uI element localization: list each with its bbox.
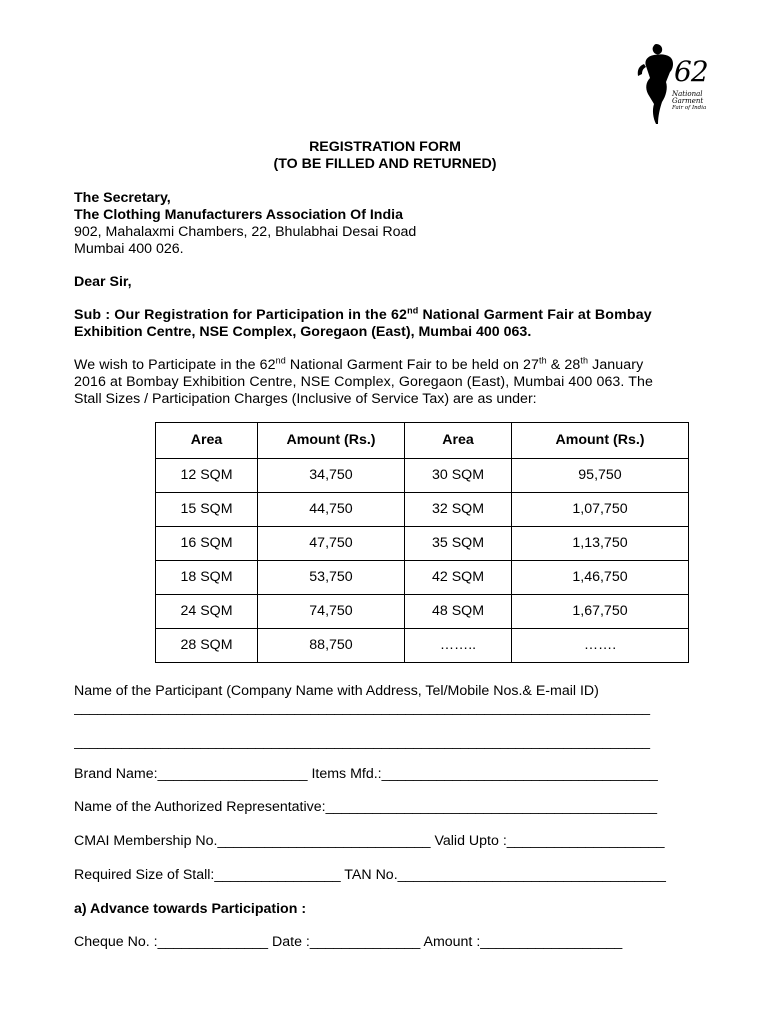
table-cell: 28 SQM (156, 629, 258, 663)
recipient-organization: The Clothing Manufacturers Association Of India (74, 207, 403, 223)
body-paragraph-line-2: 2016 at Bombay Exhibition Centre, NSE Complex, Goregaon (East), Mumbai 400 063. The (74, 374, 653, 390)
logo-line-3: Fair of India (672, 105, 707, 111)
recipient-city: Mumbai 400 026. (74, 241, 184, 257)
table-cell: 42 SQM (405, 561, 512, 595)
table-row (156, 595, 689, 629)
body-paragraph-line-3: Stall Sizes / Participation Charges (Inclusive of Service Tax) are as under: (74, 391, 537, 407)
table-cell: 95,750 (512, 459, 689, 493)
recipient-title: The Secretary, (74, 190, 171, 206)
subject-line: Sub : Our Registration for Participation in the 62nd National Garment Fair at Bombay (74, 305, 652, 323)
table-cell: 74,750 (258, 595, 405, 629)
header-area: Area (405, 423, 512, 459)
brand-items-field[interactable]: Brand Name:___________________ Items Mfd.:___________________________________ (74, 766, 658, 782)
table-cell: 16 SQM (156, 527, 258, 561)
table-cell: 47,750 (258, 527, 405, 561)
table-cell: ……. (512, 629, 689, 663)
authorized-representative-field[interactable]: Name of the Authorized Representative:__________________________________________ (74, 799, 657, 815)
table-cell: 35 SQM (405, 527, 512, 561)
fair-logo (636, 42, 712, 128)
table-cell: 34,750 (258, 459, 405, 493)
header-area: Area (156, 423, 258, 459)
table-row (156, 527, 689, 561)
table-row (156, 459, 689, 493)
cheque-details-field[interactable]: Cheque No. :______________ Date :______________ Amount :__________________ (74, 934, 623, 950)
form-subtitle: (TO BE FILLED AND RETURNED) (273, 156, 497, 172)
table-row (156, 493, 689, 527)
table-cell: 18 SQM (156, 561, 258, 595)
form-title: REGISTRATION FORM (309, 139, 461, 155)
table-cell: 1,13,750 (512, 527, 689, 561)
table-cell: 1,67,750 (512, 595, 689, 629)
table-row (156, 629, 689, 663)
salutation: Dear Sir, (74, 274, 132, 290)
table-cell: 48 SQM (405, 595, 512, 629)
table-cell: 15 SQM (156, 493, 258, 527)
table-cell: 12 SQM (156, 459, 258, 493)
table-cell: 30 SQM (405, 459, 512, 493)
table-cell: 24 SQM (156, 595, 258, 629)
table-cell: 44,750 (258, 493, 405, 527)
table-header-row (156, 423, 689, 459)
advance-heading: a) Advance towards Participation : (74, 901, 307, 917)
table-cell: 53,750 (258, 561, 405, 595)
recipient-address-line: 902, Mahalaxmi Chambers, 22, Bhulabhai Desai Road (74, 224, 417, 240)
logo-number: 62 (674, 55, 708, 88)
table-cell: 1,07,750 (512, 493, 689, 527)
header-amount: Amount (Rs.) (512, 423, 689, 459)
table-cell: …….. (405, 629, 512, 663)
table-cell: 1,46,750 (512, 561, 689, 595)
dancer-silhouette-icon (636, 42, 676, 126)
stall-size-tan-field[interactable]: Required Size of Stall:________________ TAN No.__________________________________ (74, 867, 666, 883)
body-paragraph-line-1: We wish to Participate in the 62nd National Garment Fair to be held on 27th & 28th January (74, 355, 644, 373)
table-cell: 88,750 (258, 629, 405, 663)
subject-line-2: Exhibition Centre, NSE Complex, Goregaon (East), Mumbai 400 063. (74, 324, 532, 340)
cmai-membership-field[interactable]: CMAI Membership No.___________________________ Valid Upto :____________________ (74, 833, 665, 849)
stall-charges-table (155, 422, 689, 663)
logo-line-1: National (672, 90, 703, 98)
participant-blank-line-1[interactable]: _________________________________________________________________________ (74, 700, 650, 716)
participant-label: Name of the Participant (Company Name with Address, Tel/Mobile Nos.& E-mail ID) (74, 683, 599, 699)
logo-line-2: Garment (672, 97, 704, 105)
table-cell: 32 SQM (405, 493, 512, 527)
header-amount: Amount (Rs.) (258, 423, 405, 459)
participant-blank-line-2[interactable]: _________________________________________________________________________ (74, 734, 650, 750)
table-row (156, 561, 689, 595)
